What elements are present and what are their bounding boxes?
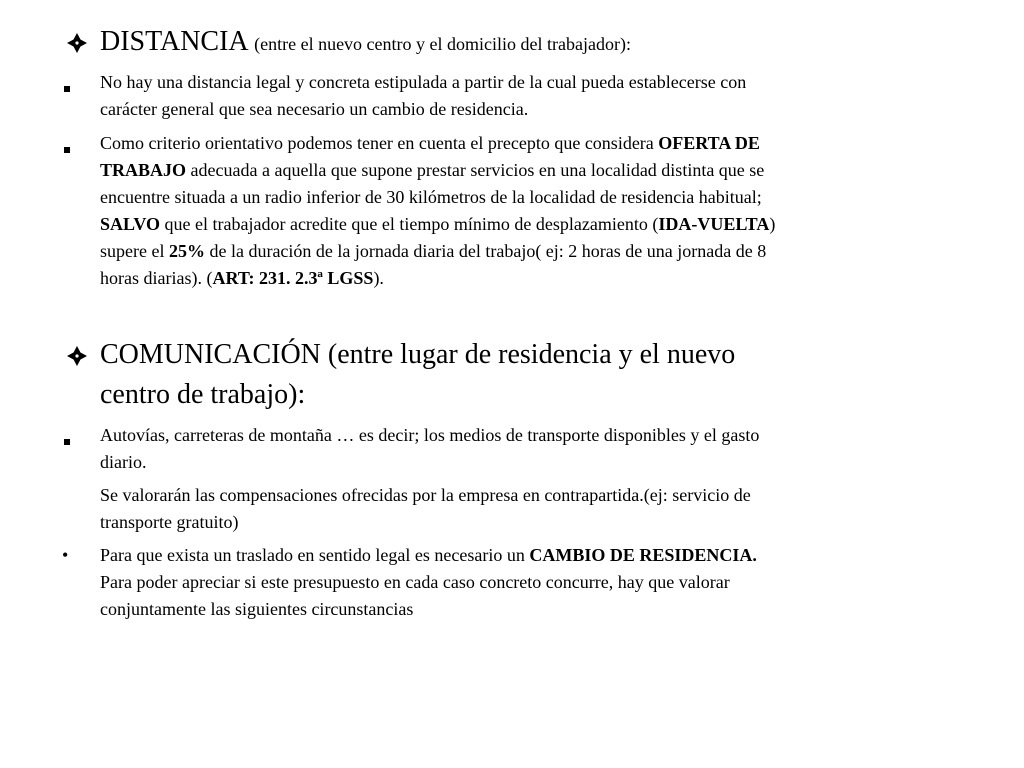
text-line: No hay una distancia legal y concreta estipulada a partir de la cual pueda establecerse con bbox=[100, 72, 747, 92]
text-line: Autovías, carreteras de montaña … es decir; los medios de transporte disponibles y el gasto bbox=[100, 425, 760, 445]
text-line: carácter general que sea necesario un cambio de residencia. bbox=[100, 99, 529, 119]
bold-term: CAMBIO DE RESIDENCIA. bbox=[529, 545, 757, 565]
diamond-bullet-icon bbox=[66, 32, 88, 54]
heading-subtitle: (entre el nuevo centro y el domicilio del trabajador): bbox=[254, 34, 631, 54]
text-line bbox=[100, 157, 775, 184]
text-fragment: adecuada a aquella que supone prestar servicios en una localidad distinta que se bbox=[190, 160, 765, 180]
diamond-bullet-icon bbox=[66, 345, 88, 367]
text-line bbox=[100, 211, 775, 238]
text-line: diario. bbox=[100, 452, 147, 472]
text-line: conjuntamente las siguientes circunstancias bbox=[100, 599, 414, 619]
bold-term: SALVO bbox=[100, 214, 161, 234]
text-line bbox=[100, 238, 775, 265]
text-fragment: Como criterio orientativo podemos tener en cuenta el precepto que considera bbox=[100, 133, 654, 153]
text-line: Para poder apreciar si este presupuesto en cada caso concreto concurre, hay que valorar bbox=[100, 572, 730, 592]
text-fragment: ) bbox=[769, 214, 776, 234]
text-fragment: de la duración de la jornada diaria del trabajo( ej: 2 horas de una jornada de 8 bbox=[209, 241, 767, 261]
bold-term: ART: 231. 2.3ª LGSS bbox=[212, 268, 374, 288]
dot-bullet-icon: • bbox=[62, 545, 69, 565]
text-line bbox=[100, 265, 775, 292]
text-fragment: horas diarias). ( bbox=[100, 268, 213, 288]
text-line: transporte gratuito) bbox=[100, 512, 239, 532]
bold-term: 25% bbox=[168, 241, 205, 261]
text-line: encuentre situada a un radio inferior de 30 kilómetros de la localidad de residencia habitual; bbox=[100, 187, 762, 207]
text-fragment: ). bbox=[373, 268, 384, 288]
bold-term: TRABAJO bbox=[100, 160, 187, 180]
heading-title: DISTANCIA bbox=[100, 26, 248, 57]
heading-title-line: centro de trabajo): bbox=[100, 379, 306, 410]
text-line bbox=[100, 542, 757, 569]
bold-term: OFERTA DE bbox=[658, 133, 760, 153]
text-fragment: supere el bbox=[100, 241, 165, 261]
square-bullet-icon bbox=[64, 147, 70, 153]
square-bullet-icon bbox=[64, 439, 70, 445]
bold-term: IDA-VUELTA bbox=[658, 214, 770, 234]
text-line: Se valorarán las compensaciones ofrecidas por la empresa en contrapartida.(ej: servicio de bbox=[100, 485, 751, 505]
text-fragment: que el trabajador acredite que el tiempo mínimo de desplazamiento ( bbox=[164, 214, 659, 234]
text-line bbox=[100, 130, 775, 157]
square-bullet-icon bbox=[64, 86, 70, 92]
heading-title-line: COMUNICACIÓN (entre lugar de residencia y el nuevo bbox=[100, 339, 736, 370]
text-fragment: Para que exista un traslado en sentido legal es necesario un bbox=[100, 545, 525, 565]
